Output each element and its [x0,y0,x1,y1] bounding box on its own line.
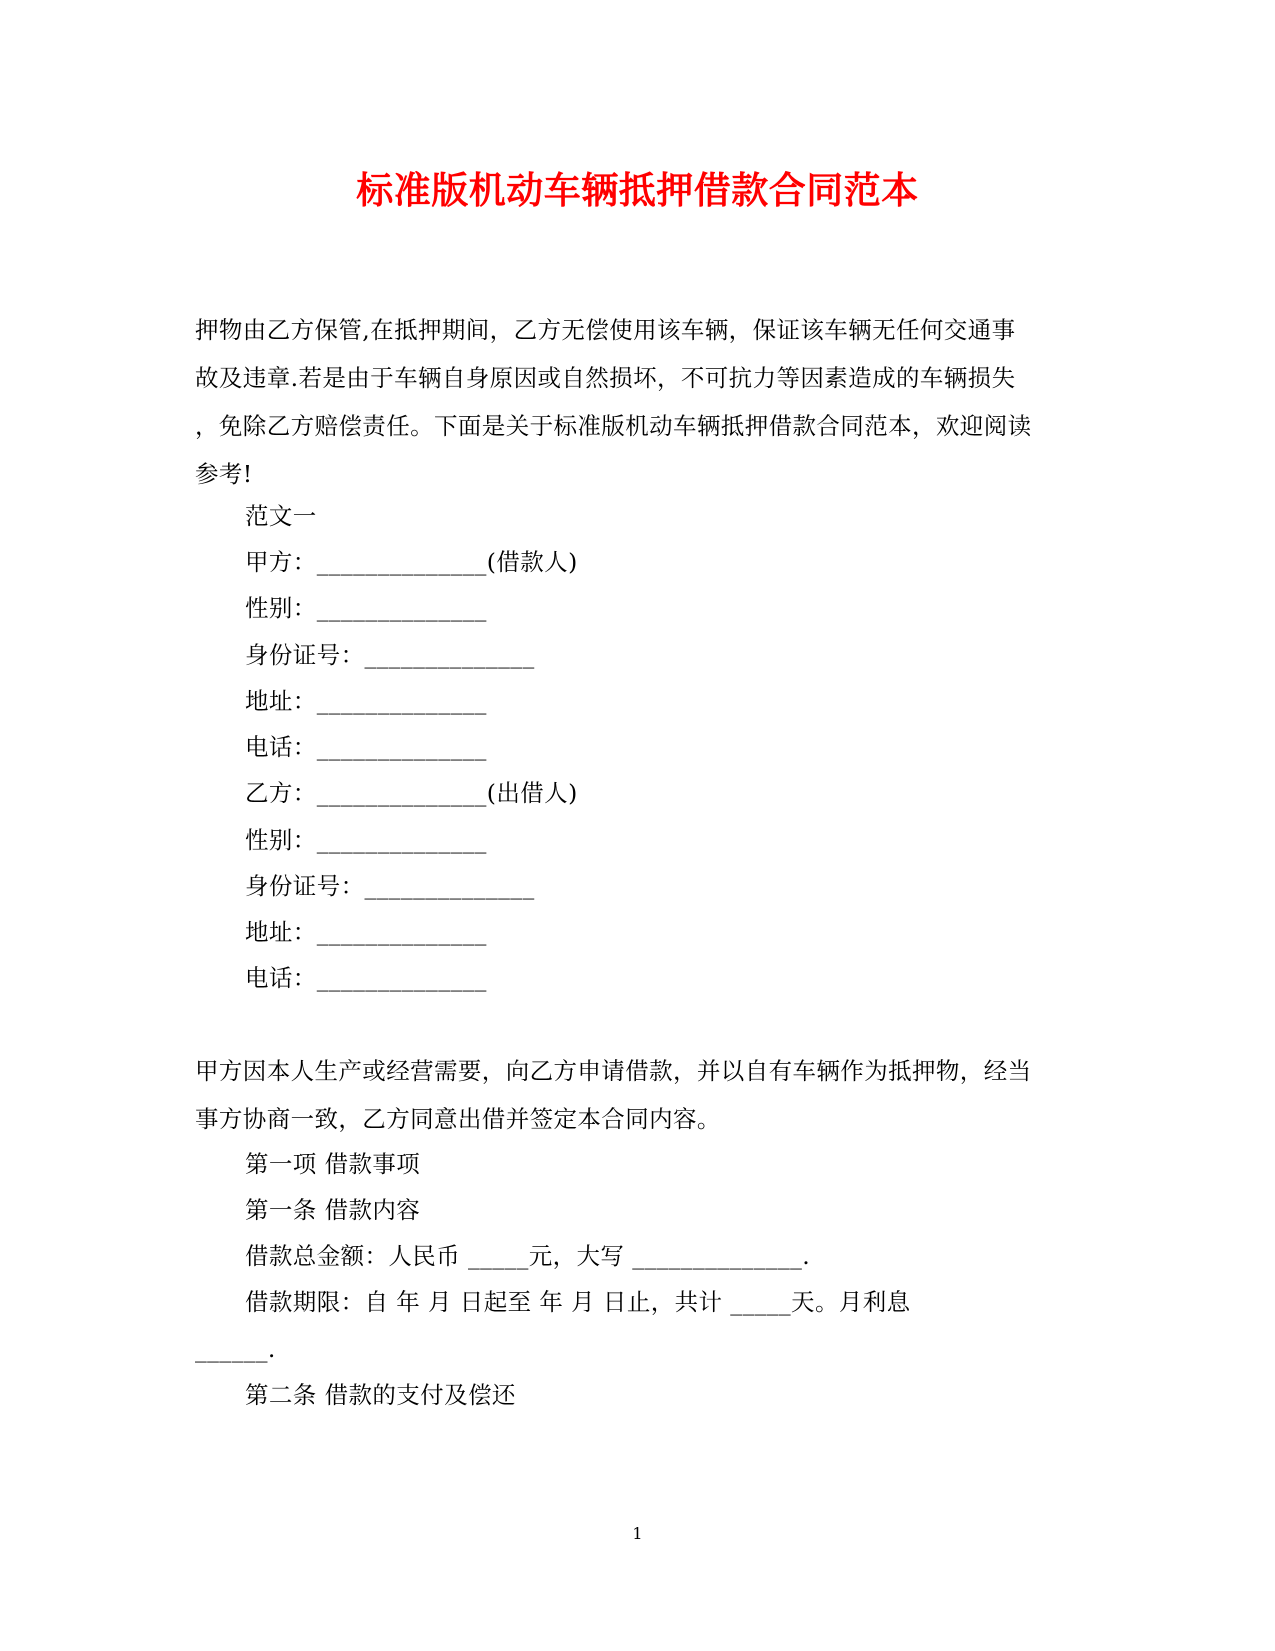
party-b-field: 乙方：______________(出借人) [245,779,578,807]
intro-line: 押物由乙方保管,在抵押期间，乙方无偿使用该车辆，保证该车辆无任何交通事 [195,316,1016,344]
intro-line: 参考! [195,460,253,488]
page-title: 标准版机动车辆抵押借款合同范本 [356,168,919,212]
page-number: 1 [632,1524,643,1543]
party-a-id-field: 身份证号：______________ [245,641,535,669]
party-b-id-field: 身份证号：______________ [245,872,535,900]
article-two-heading: 第二条 借款的支付及偿还 [245,1381,516,1409]
loan-term-continuation: ______. [195,1335,276,1363]
loan-amount-field: 借款总金额：人民币 _____元，大写 ______________. [245,1242,811,1270]
agreement-line: 事方协商一致，乙方同意出借并签定本合同内容。 [195,1105,721,1133]
intro-paragraph [195,306,1075,498]
loan-term-field: 借款期限：自 年 月 日起至 年 月 日止，共计 _____天。月利息 [245,1288,911,1316]
agreement-paragraph [195,1047,1075,1143]
party-a-address-field: 地址：______________ [245,687,487,715]
party-b-address-field: 地址：______________ [245,918,487,946]
article-one-heading: 第一条 借款内容 [245,1196,421,1224]
intro-line: 故及违章.若是由于车辆自身原因或自然损坏，不可抗力等因素造成的车辆损失 [195,364,1016,392]
party-a-phone-field: 电话：______________ [245,733,487,761]
agreement-line: 甲方因本人生产或经营需要，向乙方申请借款，并以自有车辆作为抵押物，经当 [195,1057,1032,1085]
party-b-phone-field: 电话：______________ [245,964,487,992]
sample-heading: 范文一 [245,502,317,530]
intro-line: ，免除乙方赔偿责任。下面是关于标准版机动车辆抵押借款合同范本，欢迎阅读 [195,412,1032,440]
section-one-heading: 第一项 借款事项 [245,1150,421,1178]
party-a-field: 甲方：______________(借款人) [245,548,578,576]
party-a-gender-field: 性别：______________ [245,594,487,622]
party-b-gender-field: 性别：______________ [245,826,487,854]
